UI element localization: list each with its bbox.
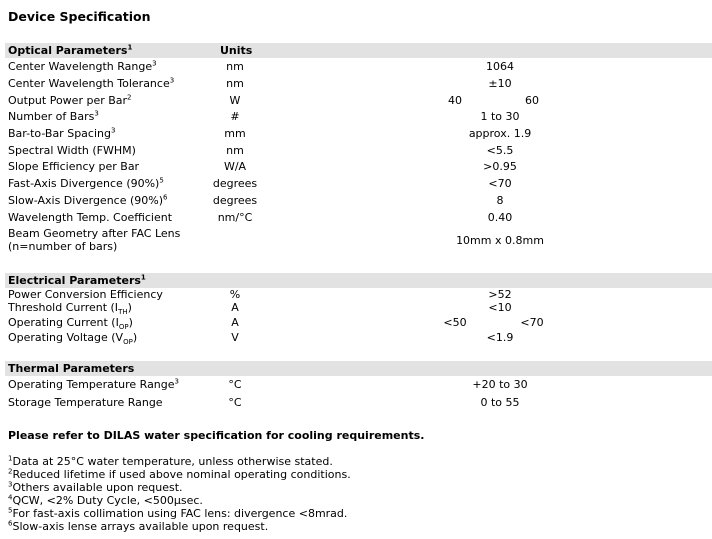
spec-row: Output Power per Bar$^2$ W 40 60	[8, 93, 539, 107]
spec-row: Center Wavelength Tolerance$^3$ nm ±10	[8, 76, 512, 90]
spec-row: Fast-Axis Divergence $(90\%)^5$ degrees <70	[8, 176, 512, 190]
thermal-section-header	[5, 361, 712, 376]
footnote: $^4$QCW, <2% Duty Cycle, <500µsec.	[8, 493, 203, 507]
spec-row: Operating Temperature Range$^3$ °C +20 to 30	[8, 377, 528, 391]
footnote: $^3$Others available upon request.	[8, 480, 183, 494]
spec-row: Center Wavelength Range$^3$ nm 1064	[8, 59, 514, 73]
spec-row: Wavelength Temp. Coefficient nm/°C 0.40	[8, 211, 513, 224]
spec-row: Slow-Axis Divergence $(90\%)^6$ degrees 8	[8, 193, 504, 207]
optical-heading: Optical Parameters$^1$	[8, 43, 133, 57]
footnote: $^6$Slow-axis lense arrays available upon request.	[8, 519, 269, 533]
footnote: $^2$Reduced lifetime if used above nominal operating conditions.	[8, 467, 351, 481]
spec-row: Spectral Width (FWHM) nm <5.5	[8, 144, 514, 157]
thermal-heading: Thermal Parameters	[8, 362, 135, 375]
spec-row: Operating Current $(I_{OP})$ A <50 <70	[8, 316, 544, 332]
footnote: $^5$For fast-axis collimation using FAC lens: divergence <8mrad.	[8, 506, 348, 520]
electrical-heading: Electrical Parameters$^1$	[8, 273, 146, 287]
spec-row: Storage Temperature Range °C 0 to 55	[8, 396, 520, 409]
footnote: $^1$Data at 25°C water temperature, unless otherwise stated.	[8, 454, 333, 468]
spec-row: Operating Voltage $(V_{OP})$ V <1.9	[8, 331, 514, 347]
page-title: Device Specification	[8, 9, 151, 24]
cooling-note: Please refer to DILAS water specification for cooling requirements.	[8, 429, 425, 442]
spec-row: Beam Geometry after FAC Lens (n=number of bars) 10mm x 0.8mm	[8, 227, 544, 253]
spec-row: Threshold Current $(I_{TH})$ A <10	[8, 301, 512, 317]
units-header: Units	[220, 44, 253, 57]
spec-row: Slope Efficiency per Bar W/A >0.95	[8, 160, 517, 173]
spec-row: Number of Bars$^3$ # 1 to 30	[8, 109, 520, 123]
spec-row: Bar-to-Bar Spacing$^3$ mm approx. 1.9	[8, 126, 532, 140]
spec-row: Power Conversion Efficiency % >52	[8, 288, 512, 301]
optical-section-header	[5, 43, 712, 58]
electrical-section-header	[5, 273, 712, 288]
